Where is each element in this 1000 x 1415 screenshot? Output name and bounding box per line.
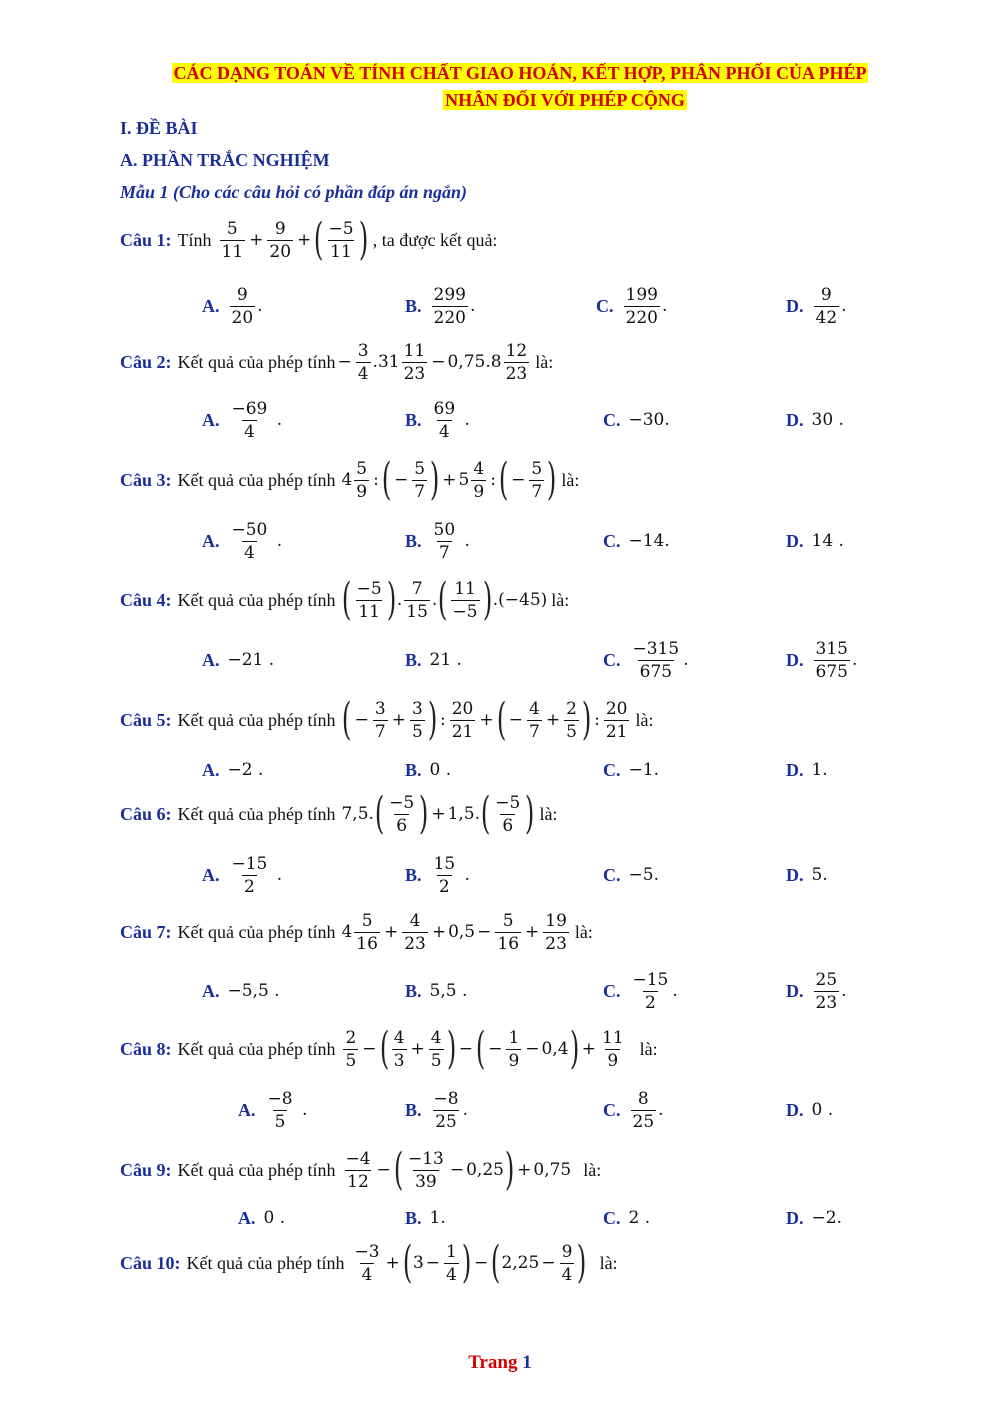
question-tail: là: — [599, 1252, 618, 1273]
option-label: D. — [786, 980, 804, 1001]
question-text: Kết quả của phép tính — [177, 803, 336, 824]
question-text: Kết quả của phép tính — [177, 589, 336, 610]
option-d[interactable]: D. 1 . — [786, 759, 828, 780]
math-expression: 4 $\frac{5}{9}$ : ( − $\frac{5}{7}$ ) + 5 $\frac{4}{9}$ : ( − $\frac{5}{7}$ ) — [341, 454, 557, 505]
option-label: B. — [405, 409, 422, 430]
option-c[interactable]: C. $\frac{199}{220}$ . — [596, 284, 668, 328]
option-label: A. — [202, 530, 220, 551]
option-c[interactable]: C. −14 . — [603, 530, 670, 551]
question-7 — [120, 904, 593, 960]
question-tail: , ta được kết quả: — [372, 229, 498, 250]
option-label: B. — [405, 1207, 422, 1228]
option-b[interactable]: B. $\frac{15}{2}$ . — [405, 853, 470, 897]
question-tail: là: — [574, 921, 593, 942]
option-label: A. — [202, 649, 220, 670]
math-expression: $\frac{-4}{12}$ − ( $\frac{-13}{39}$ − 0,25 ) + 0,75 — [345, 1144, 572, 1195]
option-label: C. — [603, 1099, 621, 1120]
question-tail: là: — [561, 469, 580, 490]
question-text: Kết quả của phép tính — [177, 351, 336, 372]
question-tail: là: — [639, 1038, 658, 1059]
question-label: Câu 7: — [120, 921, 172, 942]
math-expression: $\frac{5}{11}$ + $\frac{9}{20}$ + ( $\frac{-5}{11}$ ) — [221, 214, 368, 265]
option-c[interactable]: C. $\frac{8}{25}$ . — [603, 1088, 664, 1132]
option-label: B. — [405, 295, 422, 316]
question-tail: là: — [539, 803, 558, 824]
option-label: D. — [786, 409, 804, 430]
option-c[interactable]: C. $\frac{-315}{675}$ . — [603, 638, 689, 682]
option-d[interactable]: D. $\frac{315}{675}$ . — [786, 638, 858, 682]
question-1 — [120, 212, 497, 268]
question-label: Câu 6: — [120, 803, 172, 824]
option-c[interactable]: C. −1 . — [603, 759, 659, 780]
question-label: Câu 5: — [120, 709, 172, 730]
option-label: B. — [405, 864, 422, 885]
question-2 — [120, 334, 553, 390]
option-label: C. — [596, 295, 614, 316]
document-title — [0, 60, 1000, 114]
option-label: D. — [786, 759, 804, 780]
page-footer — [0, 1352, 1000, 1374]
question-label: Câu 4: — [120, 589, 172, 610]
question-text: Kết quả của phép tính — [177, 709, 336, 730]
option-label: A. — [202, 409, 220, 430]
section-heading-de-bai: I. ĐỀ BÀI — [120, 118, 198, 138]
option-label: C. — [603, 1207, 621, 1228]
option-c[interactable]: C. −30 . — [603, 409, 670, 430]
question-3 — [120, 452, 579, 508]
option-label: C. — [603, 649, 621, 670]
option-d[interactable]: D. 14 . — [786, 530, 844, 551]
math-expression: ( $\frac{-5}{11}$ ) . $\frac{7}{15}$ . ( $\frac{11}{-5}$ ) .(−45) — [342, 574, 548, 625]
section-heading-trac-nghiem: A. PHẦN TRẮC NGHIỆM — [120, 150, 330, 170]
option-label: A. — [238, 1099, 256, 1120]
title-line-2: NHÂN ĐỐI VỚI PHÉP CỘNG — [445, 90, 685, 110]
option-c[interactable]: C. $\frac{-15}{2}$ . — [603, 969, 678, 1013]
option-label: C. — [603, 980, 621, 1001]
option-b[interactable]: B. $\frac{69}{4}$ . — [405, 398, 470, 442]
option-label: A. — [202, 980, 220, 1001]
question-label: Câu 2: — [120, 351, 172, 372]
math-expression: $\frac{2}{5}$ − ( $\frac{4}{3}$ + $\frac{4}{5}$ ) − ( − $\frac{1}{9}$ − 0,4 ) + $\frac{11}{9}$ — [345, 1023, 624, 1074]
option-label: C. — [603, 530, 621, 551]
option-a[interactable]: A. −2 . — [202, 759, 264, 780]
option-label: B. — [405, 530, 422, 551]
page-number: 1 — [522, 1352, 532, 1373]
question-tail: là: — [583, 1159, 602, 1180]
question-label: Câu 8: — [120, 1038, 172, 1059]
title-line-1: CÁC DẠNG TOÁN VỀ TÍNH CHẤT GIAO HOÁN, KẾT HỢP, PHÂN PHỐI CỦA PHÉP — [173, 63, 867, 83]
option-label: A. — [202, 759, 220, 780]
option-a[interactable]: A. $\frac{-50}{4}$ . — [202, 519, 283, 563]
option-label: A. — [202, 295, 220, 316]
option-b[interactable]: B. 0 . — [405, 759, 452, 780]
option-a[interactable]: A. −21 . — [202, 649, 275, 670]
option-b[interactable]: B. $\frac{50}{7}$ . — [405, 519, 470, 563]
question-text: Kết quả của phép tính — [177, 921, 336, 942]
option-a[interactable]: A. $\frac{-8}{5}$ . — [238, 1088, 308, 1132]
question-tail: là: — [551, 589, 570, 610]
question-9 — [120, 1142, 601, 1198]
question-8 — [120, 1021, 658, 1077]
sample-heading: Mẫu 1 (Cho các câu hỏi có phần đáp án ngắn) — [120, 182, 468, 202]
option-label: B. — [405, 1099, 422, 1120]
option-c[interactable]: C. 2 . — [603, 1207, 651, 1228]
option-d[interactable]: D. $\frac{25}{23}$ . — [786, 969, 847, 1013]
question-5 — [120, 692, 653, 748]
option-label: A. — [202, 864, 220, 885]
question-tail: là: — [535, 351, 554, 372]
footer-label: Trang — [468, 1352, 518, 1373]
option-d[interactable]: D. 30 . — [786, 409, 844, 430]
question-label: Câu 1: — [120, 229, 172, 250]
question-text: Kết quả của phép tính — [177, 469, 336, 490]
option-label: D. — [786, 864, 804, 885]
question-text: Kết quả của phép tính — [186, 1252, 345, 1273]
math-expression: − $\frac{3}{4}$ .31 $\frac{11}{23}$ − 0,75.8 $\frac{12}{23}$ — [337, 340, 528, 384]
option-b[interactable]: B. 1 . — [405, 1207, 446, 1228]
option-label: C. — [603, 409, 621, 430]
option-d[interactable]: D. 0 . — [786, 1099, 834, 1120]
option-a[interactable]: A. −5,5 . — [202, 980, 280, 1001]
question-text: Kết quả của phép tính — [177, 1038, 336, 1059]
option-label: B. — [405, 649, 422, 670]
option-label: D. — [786, 1099, 804, 1120]
option-label: B. — [405, 759, 422, 780]
math-expression: $\frac{-3}{4}$ + ( 3 − $\frac{1}{4}$ ) − ( 2,25 − $\frac{9}{4}$ ) — [354, 1237, 587, 1288]
question-4 — [120, 572, 569, 628]
option-b[interactable]: B. $\frac{299}{220}$ . — [405, 284, 476, 328]
option-d[interactable]: D. $\frac{9}{42}$ . — [786, 284, 847, 328]
question-label: Câu 9: — [120, 1159, 172, 1180]
math-expression: ( − $\frac{3}{7}$ + $\frac{3}{5}$ ) : $\frac{20}{21}$ + ( − $\frac{4}{7}$ + $\frac{2}{5}$ ) : $\frac{20}{21}$ — [342, 694, 628, 745]
option-b[interactable]: B. 21 . — [405, 649, 462, 670]
option-a[interactable]: A. $\frac{-69}{4}$ . — [202, 398, 283, 442]
option-label: C. — [603, 864, 621, 885]
option-label: C. — [603, 759, 621, 780]
option-label: D. — [786, 1207, 804, 1228]
math-expression: 7,5. ( $\frac{-5}{6}$ ) + 1,5. ( $\frac{-5}{6}$ ) — [341, 788, 535, 839]
option-b[interactable]: B. 5,5 . — [405, 980, 468, 1001]
question-10 — [120, 1235, 618, 1291]
option-c[interactable]: C. −5 . — [603, 864, 659, 885]
option-b[interactable]: B. $\frac{-8}{25}$ . — [405, 1088, 468, 1132]
question-6 — [120, 786, 557, 842]
question-text: Tính — [177, 229, 212, 250]
math-expression: 4 $\frac{5}{16}$ + $\frac{4}{23}$ + 0,5 − $\frac{5}{16}$ + $\frac{19}{23}$ — [341, 910, 567, 954]
option-label: D. — [786, 295, 804, 316]
option-d[interactable]: D. −2 . — [786, 1207, 842, 1228]
option-d[interactable]: D. 5 . — [786, 864, 828, 885]
question-label: Câu 10: — [120, 1252, 181, 1273]
option-label: D. — [786, 649, 804, 670]
option-label: D. — [786, 530, 804, 551]
option-a[interactable]: A. $\frac{9}{20}$ . — [202, 284, 263, 328]
option-a[interactable]: A. $\frac{-15}{2}$ . — [202, 853, 283, 897]
option-label: B. — [405, 980, 422, 1001]
question-tail: là: — [635, 709, 654, 730]
question-label: Câu 3: — [120, 469, 172, 490]
question-text: Kết quả của phép tính — [177, 1159, 336, 1180]
option-label: A. — [238, 1207, 256, 1228]
option-a[interactable]: A. 0 . — [238, 1207, 286, 1228]
